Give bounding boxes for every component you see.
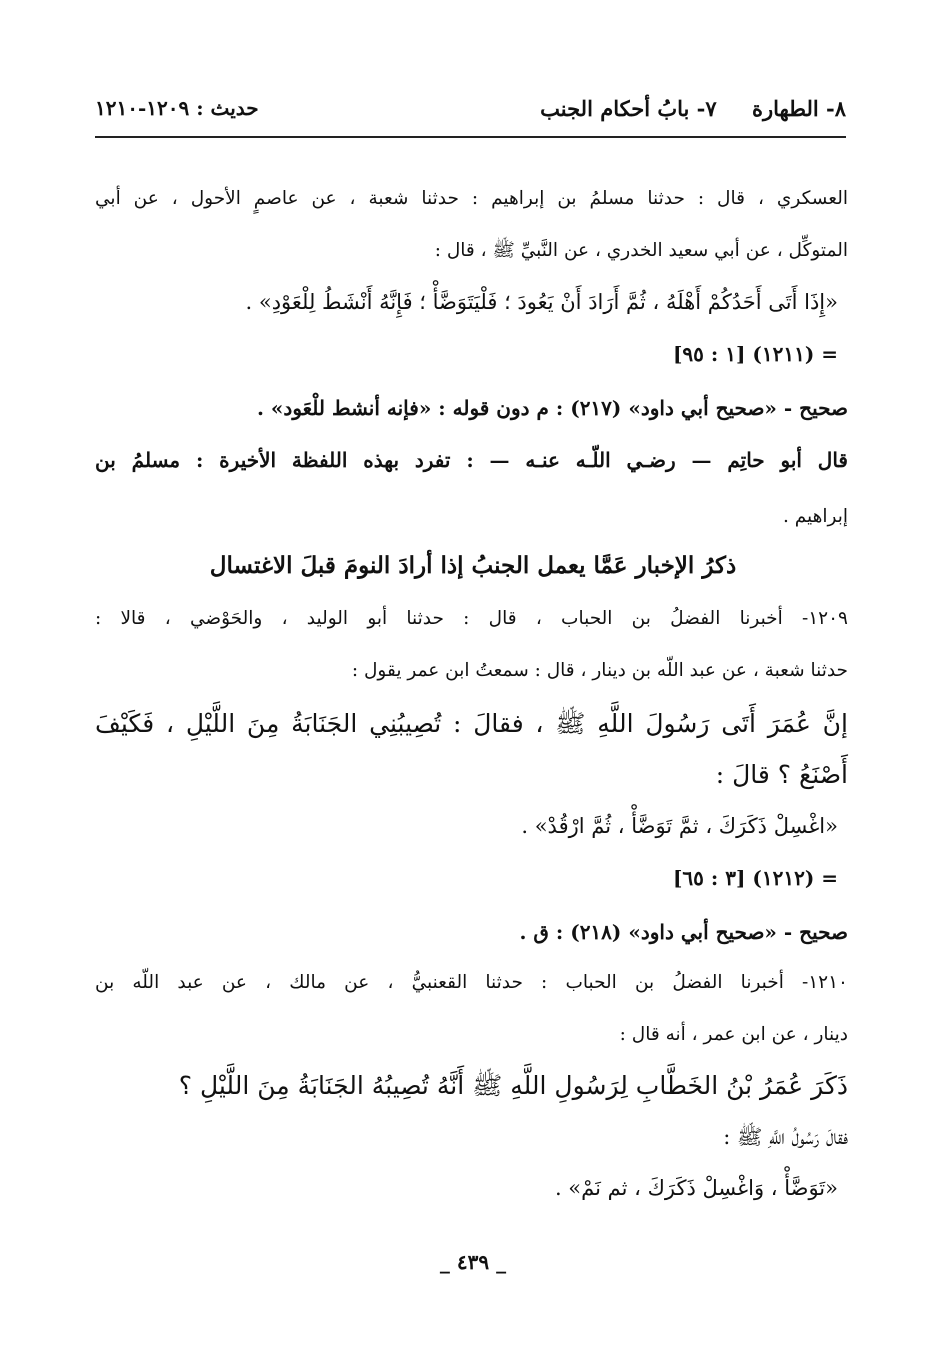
text-line-2: المتوكِّل ، عن أبي سعيد الخدري ، عن النَّبيِّ ﷺ ، قال : bbox=[434, 240, 848, 261]
hadith-range: حديث : ١٢٠٩-١٢١٠ bbox=[95, 96, 259, 120]
hadith-1209-matn-2: أَصْنَعُ ؟ قالَ : bbox=[715, 760, 848, 789]
section-title: ٧- بابُ أحكام الجنب bbox=[540, 96, 717, 121]
hadith-1210-isnad: ١٢١٠- أخبرنا الفضلُ بن الحباب : حدثنا القعنبيُّ ، عن مالك ، عن عبد اللّه بن bbox=[95, 972, 848, 993]
section-heading: ذكرُ الإخبار عَمَّا يعمل الجنبُ إذا أرادَ النومَ قبلَ الاغتسال bbox=[209, 552, 737, 579]
hadith-1209-matn-1: إنَّ عُمَرَ أَتَى رَسُولَ اللَّهِ ﷺ ، فقالَ : تُصِيبُنِي الجَنَابَةُ مِنَ اللَّيْلِ ، فَكَيْفَ bbox=[95, 709, 848, 738]
cross-reference-2: = (١٢١٢) [٣ : ٦٥] bbox=[672, 866, 838, 890]
text-line-9: حدثنا شعبة ، عن عبد اللّه بن دينار ، قال : سمعتُ ابن عمر يقول : bbox=[351, 660, 848, 681]
text-line-7: إبراهيم . bbox=[782, 506, 848, 527]
text-line-1: العسكري ، قال : حدثنا مسلمُ بن إبراهيم : حدثنا شعبة ، عن عاصمٍ الأحول ، عن أبي bbox=[95, 188, 848, 209]
hadith-quote-3: «تَوَضَّأْ ، وَاغْسِلْ ذَكَرَكَ ، ثم نَمْ» . bbox=[554, 1176, 838, 1200]
grading-2: صحيح - «صحيح أبي داود» (٢١٨) : ق . bbox=[519, 920, 848, 944]
grading-1: صحيح - «صحيح أبي داود» (٢١٧) : م دون قوله : «فإنه أنشط للْعَود» . bbox=[256, 396, 848, 420]
hadith-1209-isnad: ١٢٠٩- أخبرنا الفضلُ بن الحباب ، قال : حدثنا أبو الوليد ، والحَوْضي ، قالا : bbox=[95, 608, 848, 629]
text-line-16: دينار ، عن ابن عمر ، أنه قال : bbox=[619, 1024, 848, 1045]
header-titles bbox=[512, 96, 846, 121]
page-number: _ ٤٣٩ _ bbox=[439, 1250, 507, 1274]
cross-reference-1: = (١٢١١) [١ : ٩٥] bbox=[672, 342, 838, 366]
chapter-title: ٨- الطهارة bbox=[752, 96, 846, 121]
hadith-quote-1: «إِذَا أَتَى أَحَدُكُمْ أَهْلَهُ ، ثُمَّ أَرَادَ أَنْ يَعُودَ ؛ فَلْيَتَوَضَّأْ ؛ فَإِنَّهُ أَنْشَطُ لِلْعَوْدِ» . bbox=[245, 290, 838, 314]
hadith-1210-matn-1: ذَكَرَ عُمَرُ بْنُ الخَطَّابِ لِرَسُولِ اللَّهِ ﷺ أَنَّهُ تُصِيبُهُ الجَنَابَةُ مِنَ اللَّيْلِ ؟ bbox=[178, 1071, 848, 1100]
text-line-6: قال أبو حاتِم — رضـي اللّـه عنـه — : تفرد بهذه اللفظة الأخيرة : مسلمُ بن bbox=[95, 448, 848, 472]
hadith-1210-matn-2: فقالَ رَسُولُ اللَّهِ ﷺ : bbox=[723, 1125, 848, 1149]
hadith-quote-2: «اغْسِلْ ذَكَرَكَ ، ثمَّ تَوَضَّأْ ، ثُمَّ ارْقُدْ» . bbox=[521, 814, 838, 838]
running-header bbox=[95, 96, 846, 138]
